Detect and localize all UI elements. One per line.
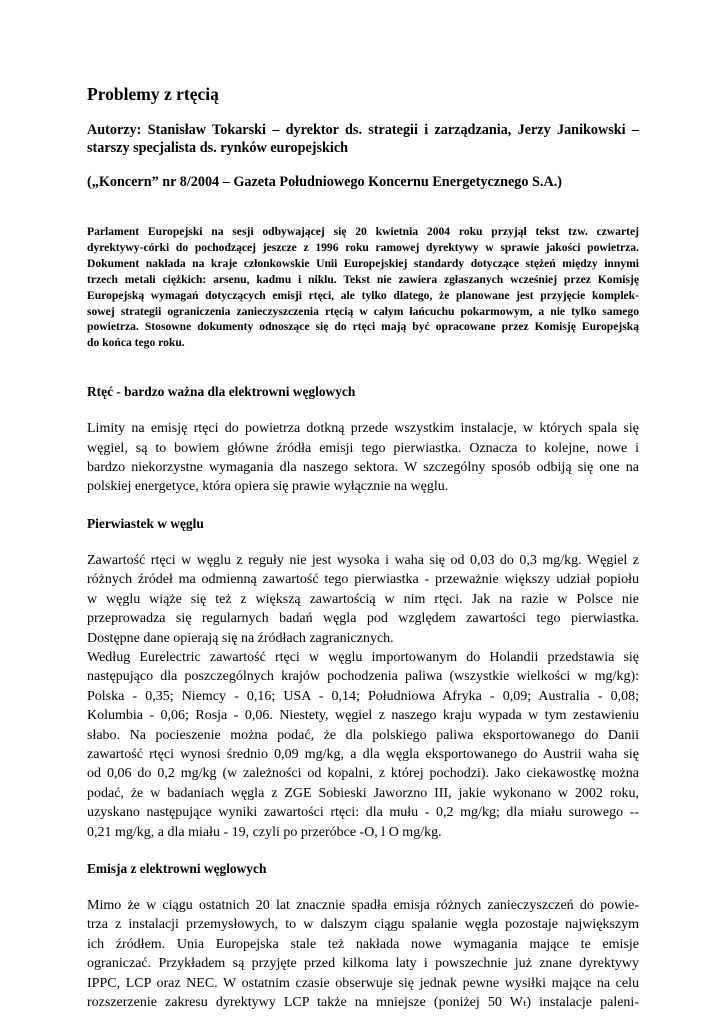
authors-line: starszy specjalista ds. rynków europejskich bbox=[87, 140, 349, 156]
abstract-line: Dokument nakłada na kraje członkowskie Unii Europejskiej standardy dotyczące stężeń między innymi bbox=[87, 256, 639, 270]
document-page bbox=[87, 84, 639, 1012]
text-line: następująco dla poszczególnych krajów pochodzenia paliwa (wszystkie wielkości w mg/kg): bbox=[87, 669, 639, 685]
text-line: Zawartość rtęci w węglu z reguły nie jest wysoka i waha się od 0,03 do 0,3 mg/kg. Węgiel z bbox=[87, 552, 639, 568]
section-paragraph bbox=[87, 551, 639, 648]
abstract-line: trzech metali ciężkich: arsenu, kadmu i niklu. Tekst nie zawiera zgłaszanych wcześniej przez Komisję bbox=[87, 272, 639, 286]
text-line: węgiel, są to bowiem główne źródła emisji tego pierwiastka. Oznacza to kolejne, nowe i bbox=[87, 440, 639, 456]
section-paragraph bbox=[87, 648, 639, 842]
authors bbox=[87, 121, 639, 157]
abstract-line: powietrza. Stosowne dokumenty odnoszące się do rtęci mają być opracowane przez Komisję Europejską bbox=[87, 320, 639, 334]
text-line: uzyskano następujące wyniki zawartości rtęci: dla mułu - 0,2 mg/kg; dla miału surowego -- bbox=[87, 805, 639, 821]
abstract-line: dyrektywy-córki do pochodzącej jeszcze z 1996 roku ramowej dyrektywy w sprawie jakości powietrza. bbox=[87, 240, 639, 254]
source-citation: („Koncern” nr 8/2004 – Gazeta Południowego Koncernu Energetycznego S.A.) bbox=[87, 174, 562, 190]
abstract-line: sowej strategii ograniczenia zanieczyszczenia rtęcią w całym łańcuchu pokarmowym, a nie tylko samego bbox=[87, 304, 639, 318]
section-heading: Emisja z elektrowni węglowych bbox=[87, 860, 267, 876]
text-line: 0,21 mg/kg, a dla miału - 19, czyli po przeróbce -O, l O mg/kg. bbox=[87, 824, 442, 840]
text-line: Mimo że w ciągu ostatnich 20 lat znacznie spadła emisja różnych zanieczyszczeń do powie- bbox=[87, 897, 639, 913]
page-title: Problemy z rtęcią bbox=[87, 84, 219, 104]
text-line: Według Eurelectric zawartość rtęci w węglu importowanym do Holandii przedstawia się bbox=[87, 649, 639, 665]
text-line: Kolumbia - 0,06; Rosja - 0,06. Niestety, węgiel z naszego kraju wypada w tym zestawieniu bbox=[87, 708, 639, 724]
text-line: Limity na emisję rtęci do powietrza dotkną przede wszystkim instalacje, w których spala się bbox=[87, 421, 639, 437]
authors-line: Autorzy: Stanisław Tokarski – dyrektor ds. strategii i zarządzania, Jerzy Janikowski – bbox=[87, 122, 639, 138]
text-line: ich źródłem. Unia Europejska stale też nakłada nowe wymagania mające te emisje bbox=[87, 936, 639, 952]
text-line: zawartość rtęci wynosi średnio 0,09 mg/kg, a dla węgla eksportowanego do Austrii waha się bbox=[87, 746, 639, 762]
section-heading: Rtęć - bardzo ważna dla elektrowni węglowych bbox=[87, 384, 356, 400]
text-line: IPPC, LCP oraz NEC. W ostatnim czasie obserwuje się jednak pewne wysiłki mające na celu bbox=[87, 975, 639, 991]
text-line: Polska - 0,35; Niemcy - 0,16; USA - 0,14; Południowa Afryka - 0,09; Australia - 0,08; bbox=[87, 688, 639, 704]
text-line: bardzo niekorzystne wymagania dla naszego sektora. W szczególny sposób odbiją się one na bbox=[87, 460, 639, 476]
text-line: przeprowadza się regularnych badań węgla pod względem zawartości tego pierwiastka. bbox=[87, 611, 639, 627]
abstract-line: Europejską wymagań dotyczących emisji rtęci, ale tylko dlatego, że planowane jest przyjęcie komplek- bbox=[87, 288, 639, 302]
text-line: w węglu wiąże się też z większą zawartością w nim rtęci. Jak na razie w Polsce nie bbox=[87, 591, 639, 607]
text-line: podać, że w badaniach węgla z ZGE Sobieski Jaworzno III, jakie wykonano w 2002 roku, bbox=[87, 785, 639, 801]
section-paragraph bbox=[87, 419, 639, 497]
text-line: słabo. Na pocieszenie można podać, że dla polskiego paliwa eksportowanego do Danii bbox=[87, 727, 639, 743]
text-line: rozszerzenie zakresu dyrektywy LCP także na mniejsze (poniżej 50 Wₜ) instalacje paleni- bbox=[87, 995, 639, 1010]
abstract-line: do końca tego roku. bbox=[87, 336, 185, 350]
section-paragraph bbox=[87, 896, 639, 1012]
abstract-line: Parlament Europejski na sesji odbywającej się 20 kwietnia 2004 roku przyjął tekst tzw. czwartej bbox=[87, 225, 639, 238]
section-heading: Pierwiastek w węglu bbox=[87, 515, 204, 531]
text-line: Dostępne dane opierają się na źródłach zagranicznych. bbox=[87, 630, 394, 646]
text-line: polskiej energetyce, która opiera się prawie wyłącznie na węglu. bbox=[87, 479, 449, 495]
text-line: trza z instalacji przemysłowych, to w dalszym ciągu spalanie węgla pozostaje największym bbox=[87, 917, 639, 933]
abstract bbox=[87, 224, 639, 351]
text-line: od 0,06 do 0,2 mg/kg (w zależności od kopalni, z której pochodzi). Jako ciekawostkę można bbox=[87, 766, 639, 782]
text-line: różnych źródeł ma odmienną zawartość tego pierwiastka - przeważnie większy udział popiołu bbox=[87, 572, 639, 588]
text-line: ograniczać. Przykładem są przyjęte przed kilkoma laty i powszechnie już znane dyrektywy bbox=[87, 956, 639, 972]
